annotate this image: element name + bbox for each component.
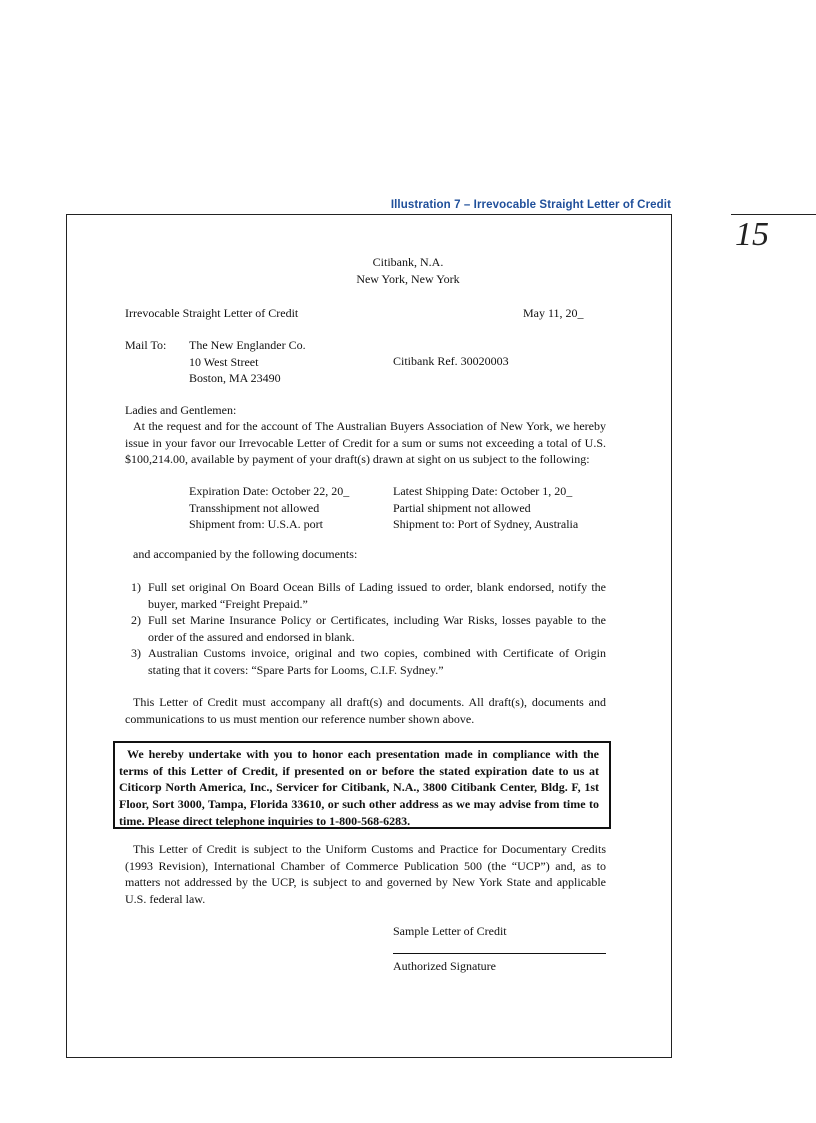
intro-text: At the request and for the account of The Australian Buyers Association of New York, we hereby issue in your favor our Irrevocable Letter of Credit for a sum or sums not exceeding a total of U.S. $100,214.00, available by payment of your draft(s) drawn at sight on us subject to the following: <box>125 419 606 466</box>
terms-left-column <box>189 483 349 533</box>
addressee-line: Boston, MA 23490 <box>189 371 281 385</box>
bank-city: New York, New York <box>356 272 460 286</box>
addressee-line: The New Englander Co. <box>189 338 306 352</box>
intro-paragraph <box>125 418 606 468</box>
term-item: Shipment to: Port of Sydney, Australia <box>393 517 579 531</box>
undertaking-text: We hereby undertake with you to honor each presentation made in compliance with the terms of this Letter of Credit, if presented on or before the stated expiration date to us at Citicorp North America, Inc., Servicer for Citibank, N.A., 3800 Citibank Center, Bldg. F, 1st Floor, Sort 3000, Tampa, Florida 33610, or such other address as we may advise from time to time. Please direct telephone inquiries to 1-800-568-6283. <box>119 747 599 828</box>
ucp-paragraph <box>125 841 606 907</box>
documents-intro: and accompanied by the following documents: <box>133 547 358 561</box>
list-item <box>125 579 606 612</box>
list-number: 3) <box>131 646 141 660</box>
list-item <box>125 645 606 678</box>
accompany-text: This Letter of Credit must accompany all draft(s) and documents. All draft(s), documents and communications to us must mention our reference number shown above. <box>125 695 606 726</box>
letter-type: Irrevocable Straight Letter of Credit <box>125 306 299 320</box>
citibank-reference: Citibank Ref. 30020003 <box>393 354 509 368</box>
addressee-block <box>189 337 306 387</box>
documents-list <box>125 579 606 678</box>
undertaking-box <box>113 741 611 829</box>
addressee-line: 10 West Street <box>189 354 259 369</box>
term-item: Expiration Date: October 22, 20_ <box>189 484 350 498</box>
bank-name: Citibank, N.A. <box>372 255 444 269</box>
signer-name: Sample Letter of Credit <box>393 924 507 938</box>
signature-line <box>393 953 606 954</box>
page-number: 15 <box>735 216 769 253</box>
list-item <box>125 612 606 645</box>
term-item: Shipment from: U.S.A. port <box>189 517 323 531</box>
list-number: 2) <box>131 613 141 627</box>
term-item: Partial shipment not allowed <box>393 500 531 515</box>
letter-date: May 11, 20_ <box>523 306 584 320</box>
ucp-text: This Letter of Credit is subject to the Uniform Customs and Practice for Documentary Credits (1993 Revision), International Chamber of Commerce Publication 500 (the “UCP”) and, as to matters not addressed by the UCP, is subject to and governed by New York State and applicable U.S. federal law. <box>125 842 606 906</box>
terms-right-column <box>393 483 578 533</box>
list-number: 1) <box>131 580 141 594</box>
list-text: Australian Customs invoice, original and two copies, combined with Certificate of Origin stating that it covers: “Spare Parts for Looms, C.I.F. Sydney.” <box>148 646 606 677</box>
salutation: Ladies and Gentlemen: <box>125 403 237 417</box>
list-text: Full set Marine Insurance Policy or Certificates, including War Risks, losses payable to the order of the assured and endorsed in blank. <box>148 613 606 644</box>
mail-to-label: Mail To: <box>125 338 167 352</box>
term-item: Latest Shipping Date: October 1, 20_ <box>393 484 573 498</box>
accompany-paragraph <box>125 694 606 727</box>
signature-label: Authorized Signature <box>393 959 496 973</box>
term-item: Transshipment not allowed <box>189 500 320 515</box>
illustration-title: Illustration 7 – Irrevocable Straight Letter of Credit <box>390 199 671 211</box>
list-text: Full set original On Board Ocean Bills of Lading issued to order, blank endorsed, notify the buyer, marked “Freight Prepaid.” <box>148 580 606 611</box>
